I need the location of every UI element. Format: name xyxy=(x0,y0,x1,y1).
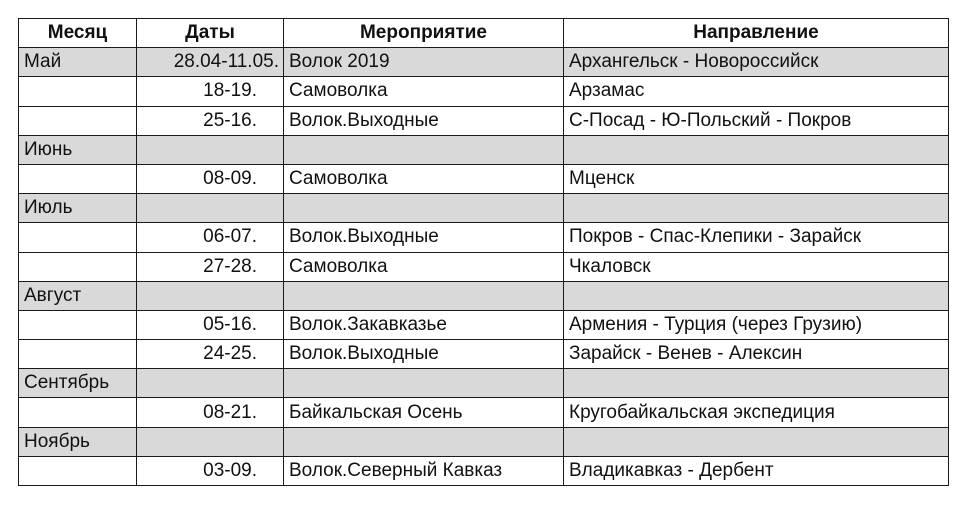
month-row xyxy=(19,281,949,310)
month-cell xyxy=(19,77,137,106)
month-cell: Июль xyxy=(19,194,137,223)
direction-cell: С-Посад - Ю-Польский - Покров xyxy=(564,106,949,135)
dates-cell: 08-09. xyxy=(137,164,284,193)
event-cell: Волок.Выходные xyxy=(284,340,564,369)
header-event: Мероприятие xyxy=(284,19,564,48)
month-cell xyxy=(19,340,137,369)
dates-cell xyxy=(137,194,284,223)
schedule-sheet xyxy=(18,18,949,486)
table-row xyxy=(19,106,949,135)
direction-cell: Покров - Спас-Клепики - Зарайск xyxy=(564,223,949,252)
table-row xyxy=(19,223,949,252)
direction-cell xyxy=(564,281,949,310)
event-cell: Самоволка xyxy=(284,164,564,193)
events-table xyxy=(18,18,949,486)
event-cell: Волок 2019 xyxy=(284,48,564,77)
direction-cell: Мценск xyxy=(564,164,949,193)
month-cell xyxy=(19,164,137,193)
direction-cell: Кругобайкальская экспедиция xyxy=(564,398,949,427)
direction-cell xyxy=(564,135,949,164)
month-cell xyxy=(19,398,137,427)
direction-cell: Армения - Турция (через Грузию) xyxy=(564,310,949,339)
direction-cell: Арзамас xyxy=(564,77,949,106)
event-cell xyxy=(284,194,564,223)
event-cell: Самоволка xyxy=(284,252,564,281)
dates-cell: 27-28. xyxy=(137,252,284,281)
dates-cell: 06-07. xyxy=(137,223,284,252)
direction-cell xyxy=(564,427,949,456)
month-row xyxy=(19,427,949,456)
header-direction: Направление xyxy=(564,19,949,48)
direction-cell: Чкаловск xyxy=(564,252,949,281)
direction-cell: Зарайск - Венев - Алексин xyxy=(564,340,949,369)
month-cell xyxy=(19,252,137,281)
direction-cell: Владикавказ - Дербент xyxy=(564,456,949,485)
month-cell: Сентябрь xyxy=(19,369,137,398)
direction-cell xyxy=(564,194,949,223)
dates-cell: 25-16. xyxy=(137,106,284,135)
table-row xyxy=(19,164,949,193)
dates-cell xyxy=(137,369,284,398)
event-cell: Волок.Выходные xyxy=(284,223,564,252)
direction-cell: Архангельск - Новороссийск xyxy=(564,48,949,77)
month-cell xyxy=(19,106,137,135)
month-cell: Июнь xyxy=(19,135,137,164)
dates-cell xyxy=(137,135,284,164)
month-row xyxy=(19,369,949,398)
month-cell xyxy=(19,223,137,252)
table-row xyxy=(19,456,949,485)
month-row xyxy=(19,194,949,223)
event-cell xyxy=(284,369,564,398)
event-cell xyxy=(284,427,564,456)
dates-cell: 05-16. xyxy=(137,310,284,339)
dates-cell: 18-19. xyxy=(137,77,284,106)
month-cell xyxy=(19,310,137,339)
dates-cell: 08-21. xyxy=(137,398,284,427)
event-cell: Волок.Выходные xyxy=(284,106,564,135)
dates-cell: 28.04-11.05. xyxy=(137,48,284,77)
event-cell: Байкальская Осень xyxy=(284,398,564,427)
header-month: Месяц xyxy=(19,19,137,48)
header-row xyxy=(19,19,949,48)
month-cell: Ноябрь xyxy=(19,427,137,456)
header-dates: Даты xyxy=(137,19,284,48)
dates-cell xyxy=(137,281,284,310)
dates-cell: 24-25. xyxy=(137,340,284,369)
table-row xyxy=(19,340,949,369)
month-row xyxy=(19,135,949,164)
month-row xyxy=(19,48,949,77)
dates-cell: 03-09. xyxy=(137,456,284,485)
month-cell: Май xyxy=(19,48,137,77)
table-row xyxy=(19,398,949,427)
table-row xyxy=(19,310,949,339)
table-row xyxy=(19,252,949,281)
event-cell: Самоволка xyxy=(284,77,564,106)
event-cell: Волок.Северный Кавказ xyxy=(284,456,564,485)
event-cell xyxy=(284,135,564,164)
month-cell: Август xyxy=(19,281,137,310)
event-cell: Волок.Закавказье xyxy=(284,310,564,339)
direction-cell xyxy=(564,369,949,398)
month-cell xyxy=(19,456,137,485)
event-cell xyxy=(284,281,564,310)
dates-cell xyxy=(137,427,284,456)
table-row xyxy=(19,77,949,106)
